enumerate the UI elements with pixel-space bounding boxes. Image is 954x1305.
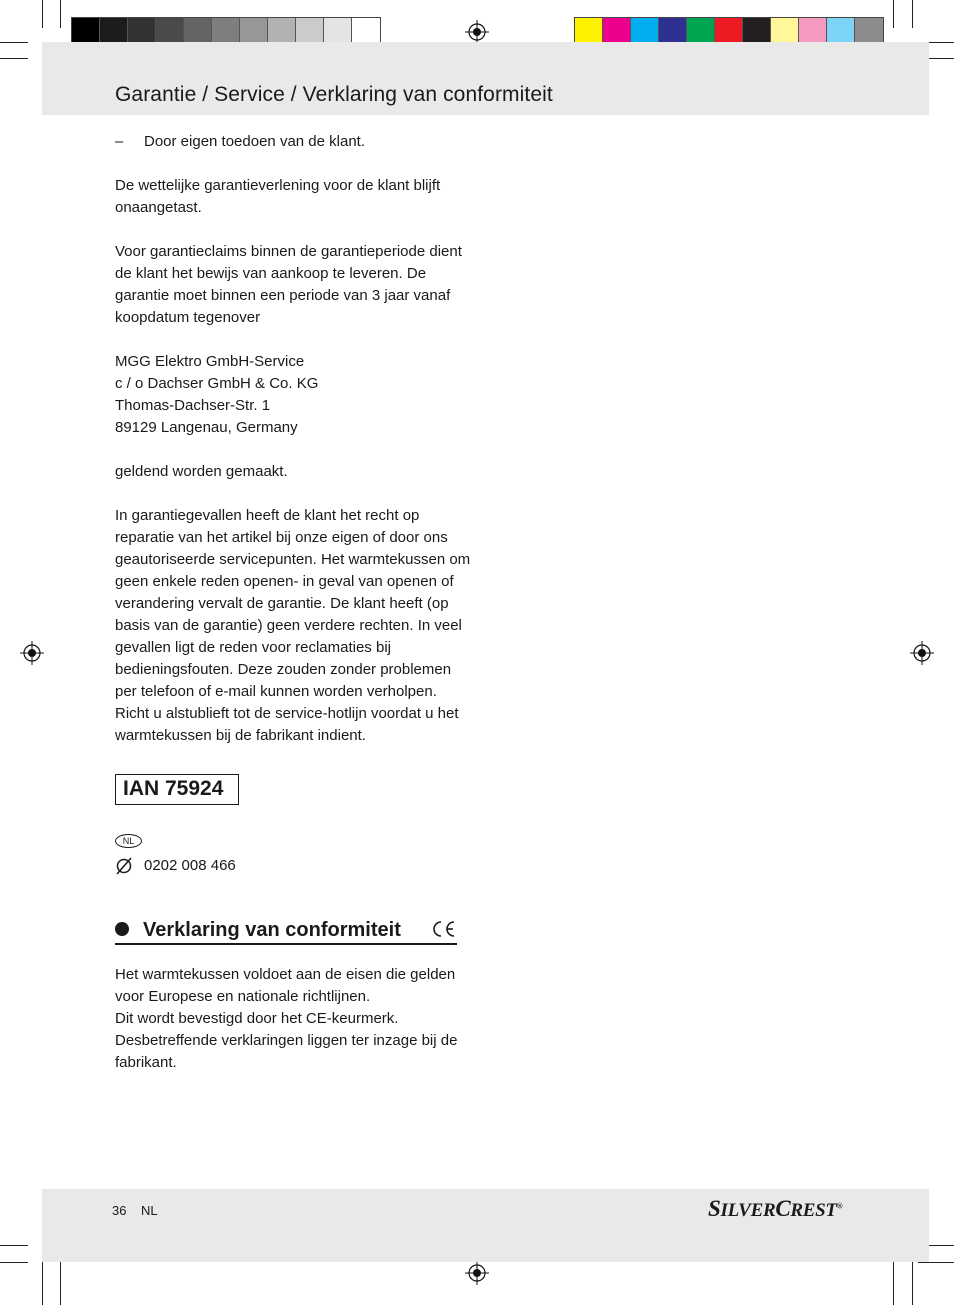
paragraph: De wettelijke garantieverlening voor de klant blijft onaangetast. [115,177,441,216]
registration-mark-icon [465,20,489,44]
address-line: MGG Elektro GmbH-Service [115,353,305,370]
page-number: 36 [112,1203,127,1218]
registration-mark-icon [20,641,44,665]
gray-swatch [156,18,184,45]
color-swatch [687,18,715,45]
ce-mark-icon [430,919,456,939]
color-swatch [855,18,883,45]
color-swatch [631,18,659,45]
gray-swatch [268,18,296,45]
color-swatch [659,18,687,45]
gray-swatch [296,18,324,45]
color-swatch [827,18,855,45]
crop-mark [912,0,913,28]
list-dash: – [115,133,124,150]
color-swatch [743,18,771,45]
crop-mark [42,1262,43,1305]
crop-mark [893,1262,894,1305]
bullet-icon [115,922,129,936]
crop-mark [60,0,61,28]
crop-mark [912,1262,913,1305]
paragraph: In garantiegevallen heeft de klant het recht op reparatie van het artikel bij onze eigen of door ons geautoriseerde servicepunten. Het warmtekussen om geen enkele reden openen- in geval van openen of verandering vervalt de garantie. De klant heeft (op basis van de garantie) geen verdere rechten. In veel gevallen ligt de reden voor reclamaties bij bedieningsfouten. Deze zouden zonder problemen per telefoon of e-mail kunnen worden verholpen. Richt u alstublieft tot de service-hotlijn voordat u het warmtekussen bij de fabrikant indient. [115,507,471,744]
crop-mark [918,1262,954,1263]
gray-swatch [72,18,100,45]
gray-swatch [100,18,128,45]
gray-swatch [240,18,268,45]
main-text-column [115,131,475,747]
section-heading: Verklaring van conformiteit [143,919,401,941]
paragraph: Het warmtekussen voldoet aan de eisen die gelden voor Europese en nationale richtlijnen. [115,966,456,1005]
page-language: NL [141,1203,158,1218]
color-swatch [575,18,603,45]
crop-mark [0,58,28,59]
heading-underline [115,943,457,945]
list-item-text: Door eigen toedoen van de klant. [144,133,365,150]
crop-mark [60,1262,61,1305]
service-phone-number: 0202 008 466 [144,857,236,874]
gray-swatch [128,18,156,45]
list-item [115,131,475,153]
address-line: Thomas-Dachser-Str. 1 [115,397,271,414]
country-badge: NL [115,834,142,848]
paragraph: Voor garantieclaims binnen de garantieperiode dient de klant het bewijs van aankoop te leveren. De garantie moet binnen een periode van 3 jaar vanaf koopdatum tegenover [115,243,462,326]
registration-mark-icon [465,1261,489,1285]
gray-swatch [184,18,212,45]
registration-mark-icon [910,641,934,665]
paragraph: Desbetreffende verklaringen liggen ter inzage bij de fabrikant. [115,1032,458,1071]
crop-mark [0,1262,28,1263]
gray-swatch [324,18,352,45]
phone-icon [115,855,133,877]
address-line: 89129 Langenau, Germany [115,419,298,436]
paragraph: geldend worden gemaakt. [115,463,288,480]
gray-swatch [212,18,240,45]
color-swatch [715,18,743,45]
paragraph: Dit wordt bevestigd door het CE-keurmerk. [115,1010,399,1027]
conformity-text [115,964,475,1074]
color-swatch [799,18,827,45]
ian-number-box: IAN 75924 [115,774,239,805]
crop-mark [893,0,894,28]
crop-mark [0,42,28,43]
color-swatch [603,18,631,45]
address-line: c / o Dachser GmbH & Co. KG [115,375,319,392]
gray-swatch [352,18,380,45]
page-title: Garantie / Service / Verklaring van conformiteit [115,83,553,106]
crop-mark [42,0,43,28]
color-swatch [771,18,799,45]
crop-mark [0,1245,28,1246]
brand-logo: SILVERCREST® [708,1196,843,1221]
